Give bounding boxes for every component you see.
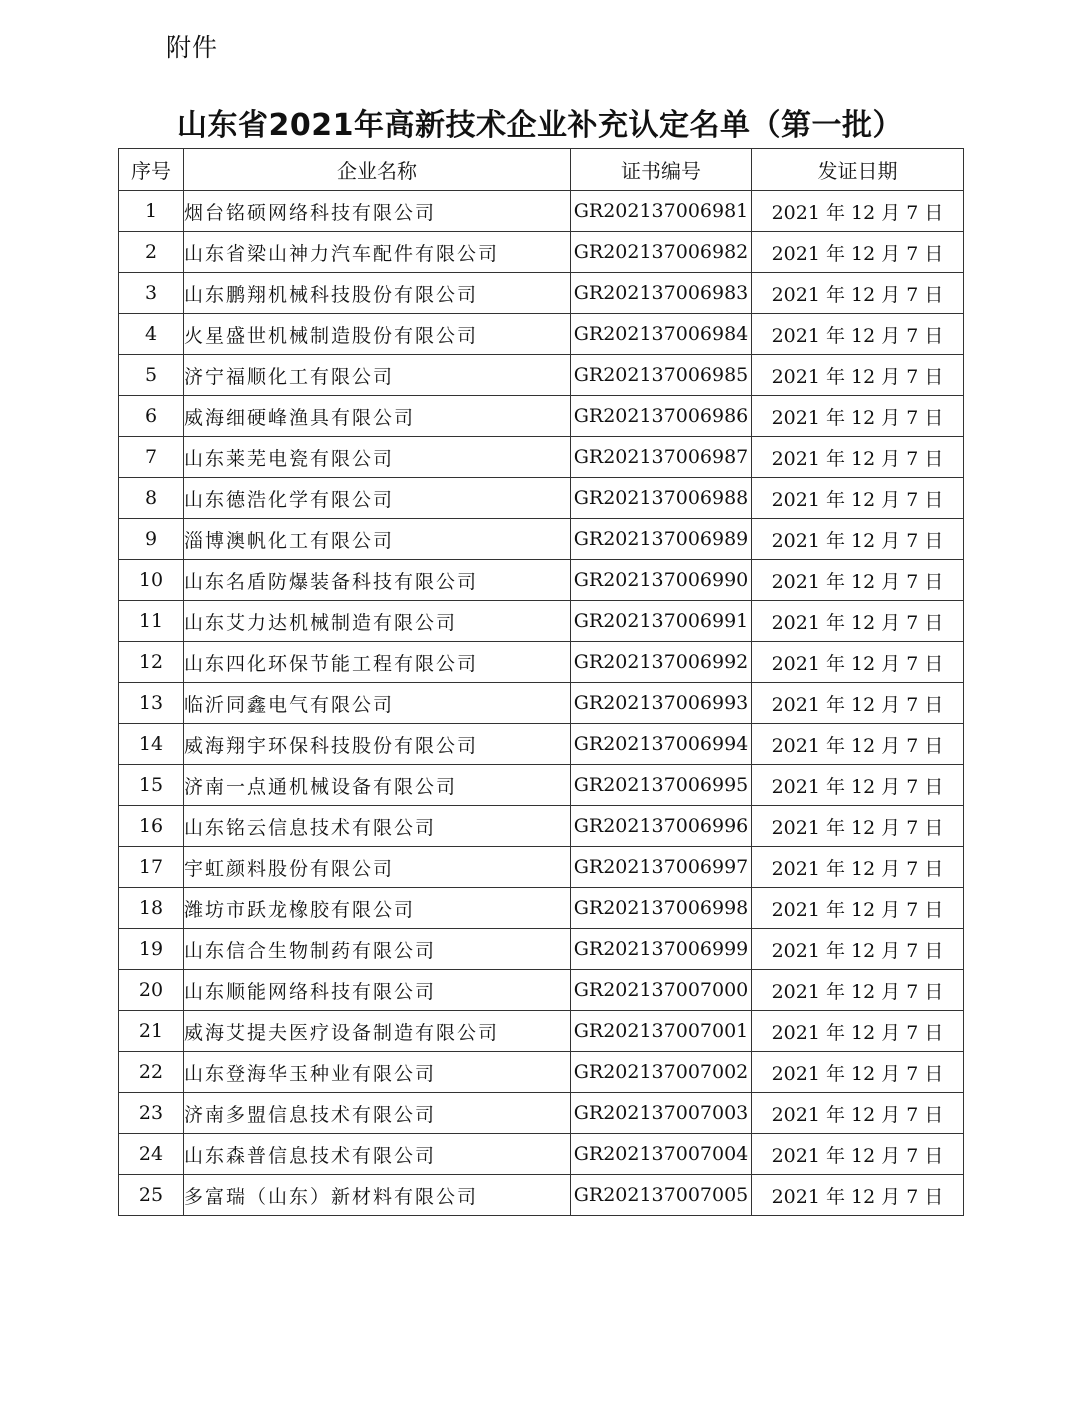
row-issue-date: 2021 年 12 月 7 日 — [752, 1175, 964, 1216]
row-enterprise-name: 山东登海华玉种业有限公司 — [184, 1052, 571, 1093]
row-certificate-number: GR202137006985 — [571, 355, 752, 396]
table-row — [119, 273, 964, 314]
row-enterprise-name: 临沂同鑫电气有限公司 — [184, 683, 571, 724]
table-row — [119, 437, 964, 478]
row-enterprise-name: 山东铭云信息技术有限公司 — [184, 806, 571, 847]
row-certificate-number: GR202137006981 — [571, 191, 752, 232]
row-certificate-number: GR202137006984 — [571, 314, 752, 355]
table-body — [119, 191, 964, 1216]
table-row — [119, 642, 964, 683]
table-row — [119, 806, 964, 847]
table-row — [119, 1134, 964, 1175]
document-title: 山东省2021年高新技术企业补充认定名单（第一批） — [177, 108, 903, 143]
row-certificate-number: GR202137007002 — [571, 1052, 752, 1093]
row-certificate-number: GR202137007005 — [571, 1175, 752, 1216]
row-issue-date: 2021 年 12 月 7 日 — [752, 191, 964, 232]
row-issue-date: 2021 年 12 月 7 日 — [752, 642, 964, 683]
row-enterprise-name: 济南多盟信息技术有限公司 — [184, 1093, 571, 1134]
row-certificate-number: GR202137006998 — [571, 888, 752, 929]
row-certificate-number: GR202137006989 — [571, 519, 752, 560]
row-issue-date: 2021 年 12 月 7 日 — [752, 478, 964, 519]
row-enterprise-name: 烟台铭硕网络科技有限公司 — [184, 191, 571, 232]
row-enterprise-name: 济宁福顺化工有限公司 — [184, 355, 571, 396]
row-issue-date: 2021 年 12 月 7 日 — [752, 724, 964, 765]
row-issue-date: 2021 年 12 月 7 日 — [752, 314, 964, 355]
row-certificate-number: GR202137006990 — [571, 560, 752, 601]
row-serial-number: 14 — [119, 724, 184, 765]
row-certificate-number: GR202137006996 — [571, 806, 752, 847]
row-certificate-number: GR202137006983 — [571, 273, 752, 314]
row-issue-date: 2021 年 12 月 7 日 — [752, 806, 964, 847]
table-row — [119, 847, 964, 888]
row-enterprise-name: 威海细硬峰渔具有限公司 — [184, 396, 571, 437]
table-row — [119, 1175, 964, 1216]
row-enterprise-name: 威海艾提夫医疗设备制造有限公司 — [184, 1011, 571, 1052]
row-enterprise-name: 山东名盾防爆装备科技有限公司 — [184, 560, 571, 601]
row-issue-date: 2021 年 12 月 7 日 — [752, 601, 964, 642]
table-row — [119, 1052, 964, 1093]
row-issue-date: 2021 年 12 月 7 日 — [752, 519, 964, 560]
row-issue-date: 2021 年 12 月 7 日 — [752, 1093, 964, 1134]
row-enterprise-name: 威海翔宇环保科技股份有限公司 — [184, 724, 571, 765]
row-issue-date: 2021 年 12 月 7 日 — [752, 1134, 964, 1175]
table-row — [119, 724, 964, 765]
table-row — [119, 355, 964, 396]
row-issue-date: 2021 年 12 月 7 日 — [752, 437, 964, 478]
table-row — [119, 478, 964, 519]
attachment-label: 附件 — [166, 33, 219, 62]
row-serial-number: 22 — [119, 1052, 184, 1093]
row-enterprise-name: 潍坊市跃龙橡胶有限公司 — [184, 888, 571, 929]
row-issue-date: 2021 年 12 月 7 日 — [752, 273, 964, 314]
table-row — [119, 232, 964, 273]
row-certificate-number: GR202137006991 — [571, 601, 752, 642]
row-enterprise-name: 淄博澳帆化工有限公司 — [184, 519, 571, 560]
row-issue-date: 2021 年 12 月 7 日 — [752, 888, 964, 929]
row-issue-date: 2021 年 12 月 7 日 — [752, 765, 964, 806]
row-serial-number: 19 — [119, 929, 184, 970]
row-certificate-number: GR202137006987 — [571, 437, 752, 478]
row-certificate-number: GR202137007001 — [571, 1011, 752, 1052]
row-serial-number: 13 — [119, 683, 184, 724]
row-enterprise-name: 宇虹颜料股份有限公司 — [184, 847, 571, 888]
row-certificate-number: GR202137006997 — [571, 847, 752, 888]
row-issue-date: 2021 年 12 月 7 日 — [752, 1052, 964, 1093]
row-serial-number: 16 — [119, 806, 184, 847]
row-certificate-number: GR202137006992 — [571, 642, 752, 683]
table-row — [119, 601, 964, 642]
row-enterprise-name: 山东森普信息技术有限公司 — [184, 1134, 571, 1175]
row-certificate-number: GR202137006993 — [571, 683, 752, 724]
row-enterprise-name: 山东信合生物制药有限公司 — [184, 929, 571, 970]
row-serial-number: 10 — [119, 560, 184, 601]
row-certificate-number: GR202137007000 — [571, 970, 752, 1011]
row-serial-number: 7 — [119, 437, 184, 478]
row-enterprise-name: 山东鹏翔机械科技股份有限公司 — [184, 273, 571, 314]
row-enterprise-name: 山东艾力达机械制造有限公司 — [184, 601, 571, 642]
row-enterprise-name: 山东省梁山神力汽车配件有限公司 — [184, 232, 571, 273]
row-serial-number: 23 — [119, 1093, 184, 1134]
row-issue-date: 2021 年 12 月 7 日 — [752, 560, 964, 601]
row-certificate-number: GR202137006986 — [571, 396, 752, 437]
row-enterprise-name: 多富瑞（山东）新材料有限公司 — [184, 1175, 571, 1216]
row-certificate-number: GR202137006988 — [571, 478, 752, 519]
row-serial-number: 3 — [119, 273, 184, 314]
row-enterprise-name: 火星盛世机械制造股份有限公司 — [184, 314, 571, 355]
row-issue-date: 2021 年 12 月 7 日 — [752, 683, 964, 724]
row-serial-number: 8 — [119, 478, 184, 519]
row-issue-date: 2021 年 12 月 7 日 — [752, 355, 964, 396]
row-certificate-number: GR202137006994 — [571, 724, 752, 765]
row-serial-number: 18 — [119, 888, 184, 929]
row-serial-number: 9 — [119, 519, 184, 560]
header-enterprise-name: 企业名称 — [184, 149, 571, 191]
row-enterprise-name: 山东德浩化学有限公司 — [184, 478, 571, 519]
row-certificate-number: GR202137006995 — [571, 765, 752, 806]
table-row — [119, 396, 964, 437]
table-row — [119, 1093, 964, 1134]
header-serial-number: 序号 — [119, 149, 184, 191]
row-serial-number: 24 — [119, 1134, 184, 1175]
row-serial-number: 6 — [119, 396, 184, 437]
row-serial-number: 4 — [119, 314, 184, 355]
table-row — [119, 683, 964, 724]
row-certificate-number: GR202137007004 — [571, 1134, 752, 1175]
row-issue-date: 2021 年 12 月 7 日 — [752, 929, 964, 970]
row-issue-date: 2021 年 12 月 7 日 — [752, 970, 964, 1011]
table-row — [119, 1011, 964, 1052]
table-row — [119, 519, 964, 560]
row-serial-number: 20 — [119, 970, 184, 1011]
enterprise-list-table — [118, 148, 964, 1216]
row-serial-number: 17 — [119, 847, 184, 888]
row-certificate-number: GR202137006982 — [571, 232, 752, 273]
row-issue-date: 2021 年 12 月 7 日 — [752, 1011, 964, 1052]
row-issue-date: 2021 年 12 月 7 日 — [752, 847, 964, 888]
row-issue-date: 2021 年 12 月 7 日 — [752, 232, 964, 273]
table-row — [119, 560, 964, 601]
row-serial-number: 25 — [119, 1175, 184, 1216]
row-enterprise-name: 山东四化环保节能工程有限公司 — [184, 642, 571, 683]
row-serial-number: 1 — [119, 191, 184, 232]
header-issue-date: 发证日期 — [752, 149, 964, 191]
row-serial-number: 12 — [119, 642, 184, 683]
row-certificate-number: GR202137006999 — [571, 929, 752, 970]
row-certificate-number: GR202137007003 — [571, 1093, 752, 1134]
table-row — [119, 765, 964, 806]
table-row — [119, 970, 964, 1011]
table-row — [119, 191, 964, 232]
row-serial-number: 11 — [119, 601, 184, 642]
table-row — [119, 929, 964, 970]
row-serial-number: 15 — [119, 765, 184, 806]
row-serial-number: 2 — [119, 232, 184, 273]
row-enterprise-name: 山东顺能网络科技有限公司 — [184, 970, 571, 1011]
row-enterprise-name: 济南一点通机械设备有限公司 — [184, 765, 571, 806]
row-serial-number: 5 — [119, 355, 184, 396]
table-header-row — [119, 149, 964, 191]
table-row — [119, 314, 964, 355]
row-serial-number: 21 — [119, 1011, 184, 1052]
table-row — [119, 888, 964, 929]
row-enterprise-name: 山东莱芜电瓷有限公司 — [184, 437, 571, 478]
row-issue-date: 2021 年 12 月 7 日 — [752, 396, 964, 437]
header-certificate-number: 证书编号 — [571, 149, 752, 191]
